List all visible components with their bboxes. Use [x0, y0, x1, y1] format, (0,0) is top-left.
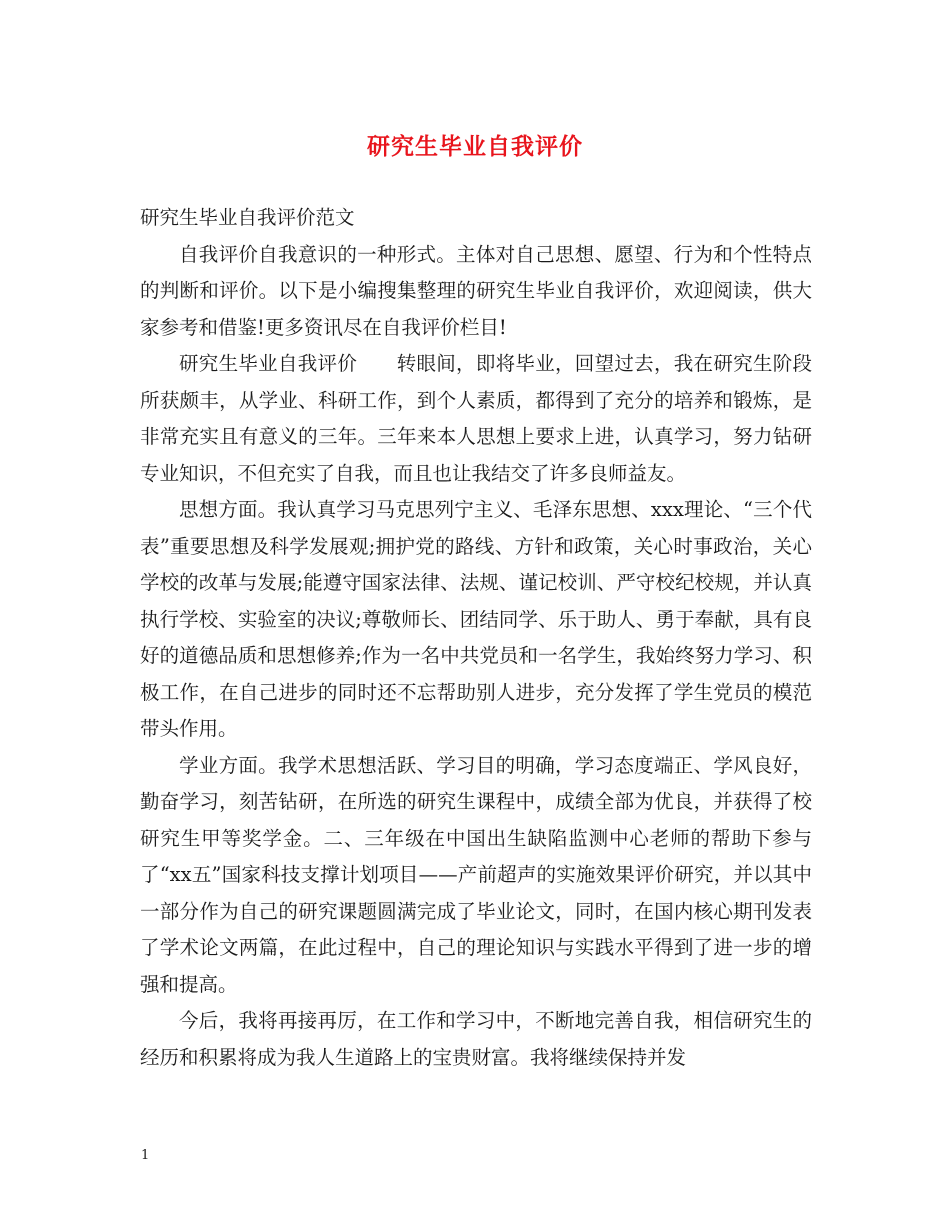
- document-body: [140, 200, 812, 1076]
- paragraph-ideology: 思想方面。我认真学习马克思列宁主义、毛泽东思想、xxx理论、“三个代表”重要思想及科学发展观;拥护党的路线、方针和政策，关心时事政治，关心学校的改革与发展;能遵守国家法律、法规、谨记校训、严守校纪校规，并认真执行学校、实验室的决议;尊敬师长、团结同学、乐于助人、勇于奉献，具有良好的道德品质和思想修养;作为一名中共党员和一名学生，我始终努力学习、积极工作，在自己进步的同时还不忘帮助别人进步，充分发挥了学生党员的模范带头作用。: [140, 498, 812, 740]
- paragraph-academics: 学业方面。我学术思想活跃、学习目的明确，学习态度端正、学风良好，勤奋学习，刻苦钻研，在所选的研究生课程中，成绩全部为优良，并获得了校研究生甲等奖学金。二、三年级在中国出生缺陷监测中心老师的帮助下参与了“xx五”国家科技支撑计划项目——产前超声的实施效果评价研究，并以其中一部分作为自己的研究课题圆满完成了毕业论文，同时，在国内核心期刊发表了学术论文两篇，在此过程中，自己的理论知识与实践水平得到了进一步的增强和提高。: [140, 753, 812, 996]
- paragraph-future: 今后，我将再接再厉，在工作和学习中，不断地完善自我，相信研究生的经历和积累将成为我人生道路上的宝贵财富。我将继续保持并发: [140, 1009, 812, 1069]
- paragraph-intro: 自我评价自我意识的一种形式。主体对自己思想、愿望、行为和个性特点的判断和评价。以下是小编搜集整理的研究生毕业自我评价，欢迎阅读，供大家参考和借鉴!更多资讯尽在自我评价栏目!: [140, 242, 812, 339]
- paragraph-overview: 研究生毕业自我评价 转眼间，即将毕业，回望过去，我在研究生阶段所获颇丰，从学业、科研工作，到个人素质，都得到了充分的培养和锻炼，是非常充实且有意义的三年。三年来本人思想上要求上进，认真学习，努力钻研专业知识，不但充实了自我，而且也让我结交了许多良师益友。: [140, 352, 812, 485]
- page-number: 1: [141, 1148, 150, 1163]
- document-subtitle: 研究生毕业自我评价范文: [140, 206, 355, 229]
- document-title: 研究生毕业自我评价: [367, 133, 583, 160]
